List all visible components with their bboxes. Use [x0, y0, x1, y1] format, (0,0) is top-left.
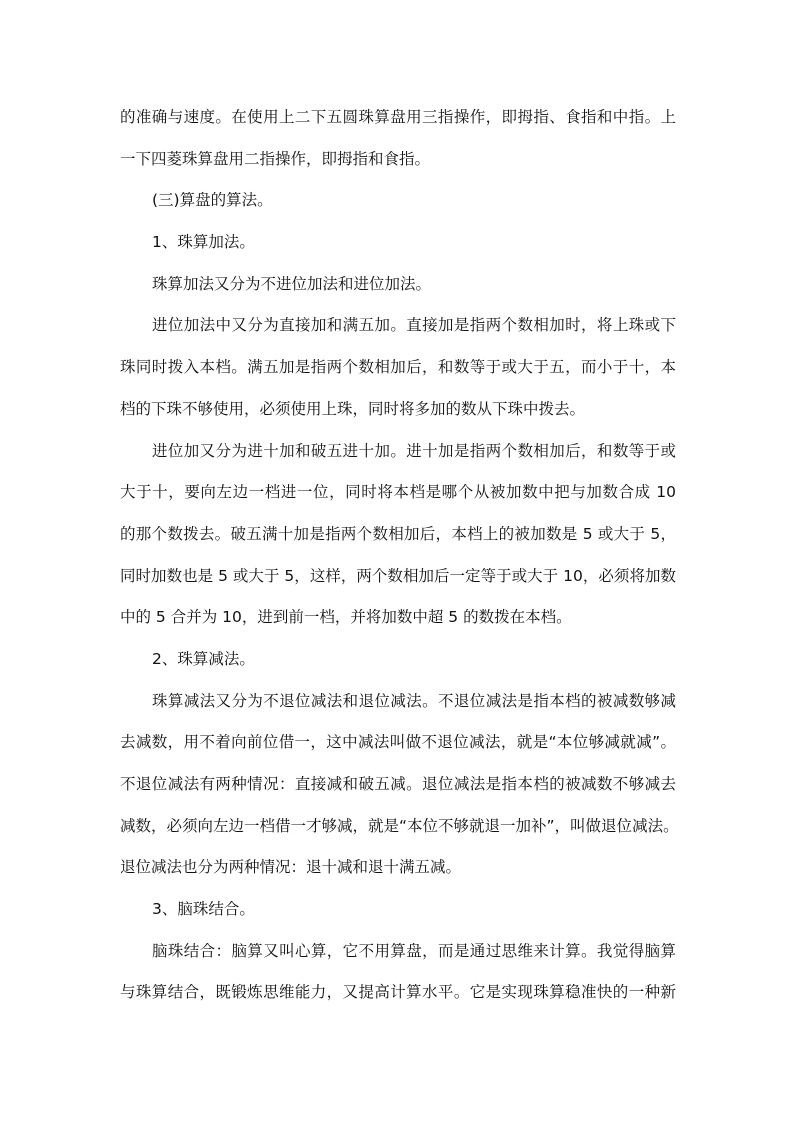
text-line: 珠算减法又分为不退位减法和退位减法。不退位减法是指本档的被减数够减 [152, 691, 676, 710]
text-line: 同时加数也是 5 或大于 5，这样，两个数相加后一定等于或大于 10，必须将加数 [120, 566, 676, 585]
document-body [120, 101, 679, 1018]
text-line: 档的下珠不够使用，必须使用上珠，同时将多加的数从下珠中拨去。 [120, 399, 586, 418]
subsection-heading: 3、脑珠结合。 [152, 900, 255, 919]
text-line: 退位减法也分为两种情况：退十减和退十满五减。 [120, 858, 462, 877]
section-heading: (三)算盘的算法。 [152, 191, 273, 210]
text-line: 中的 5 合并为 10，进到前一档，并将加数中超 5 的数拨在本档。 [120, 608, 572, 627]
text-line: 与珠算结合，既锻炼思维能力，又提高计算水平。它是实现珠算稳准快的一种新 [120, 983, 676, 1002]
text-line: 一下四菱珠算盘用二指操作，即拇指和食指。 [120, 149, 431, 168]
text-line: 大于十，要向左边一档进一位，同时将本档是哪个从被加数中把与加数合成 10 [120, 483, 676, 502]
text-line: 的那个数拨去。破五满十加是指两个数相加后，本档上的被加数是 5 或大于 5， [120, 524, 676, 543]
text-line: 珠算加法又分为不进位加法和进位加法。 [152, 274, 432, 293]
subsection-heading: 2、珠算减法。 [152, 649, 255, 668]
text-line: 的准确与速度。在使用上二下五圆珠算盘用三指操作，即拇指、食指和中指。上 [120, 108, 676, 126]
text-line: 减数，必须向左边一档借一才够减，就是“本位不够就退一加补”，叫做退位减法。 [120, 816, 679, 835]
text-line: 去减数，用不着向前位借一，这中减法叫做不退位减法，就是“本位够减就减”。 [120, 733, 676, 752]
text-line: 脑珠结合：脑算又叫心算，它不用算盘，而是通过思维来计算。我觉得脑算 [152, 941, 676, 960]
text-line: 进位加又分为进十加和破五进十加。进十加是指两个数相加后，和数等于或 [152, 441, 676, 460]
subsection-heading: 1、珠算加法。 [152, 233, 255, 252]
text-line: 不退位减法有两种情况：直接减和破五减。退位减法是指本档的被减数不够减去 [120, 775, 676, 793]
text-line: 进位加法中又分为直接加和满五加。直接加是指两个数相加时，将上珠或下 [152, 316, 676, 335]
text-line: 珠同时拨入本档。满五加是指两个数相加后，和数等于或大于五，而小于十，本 [120, 358, 676, 377]
